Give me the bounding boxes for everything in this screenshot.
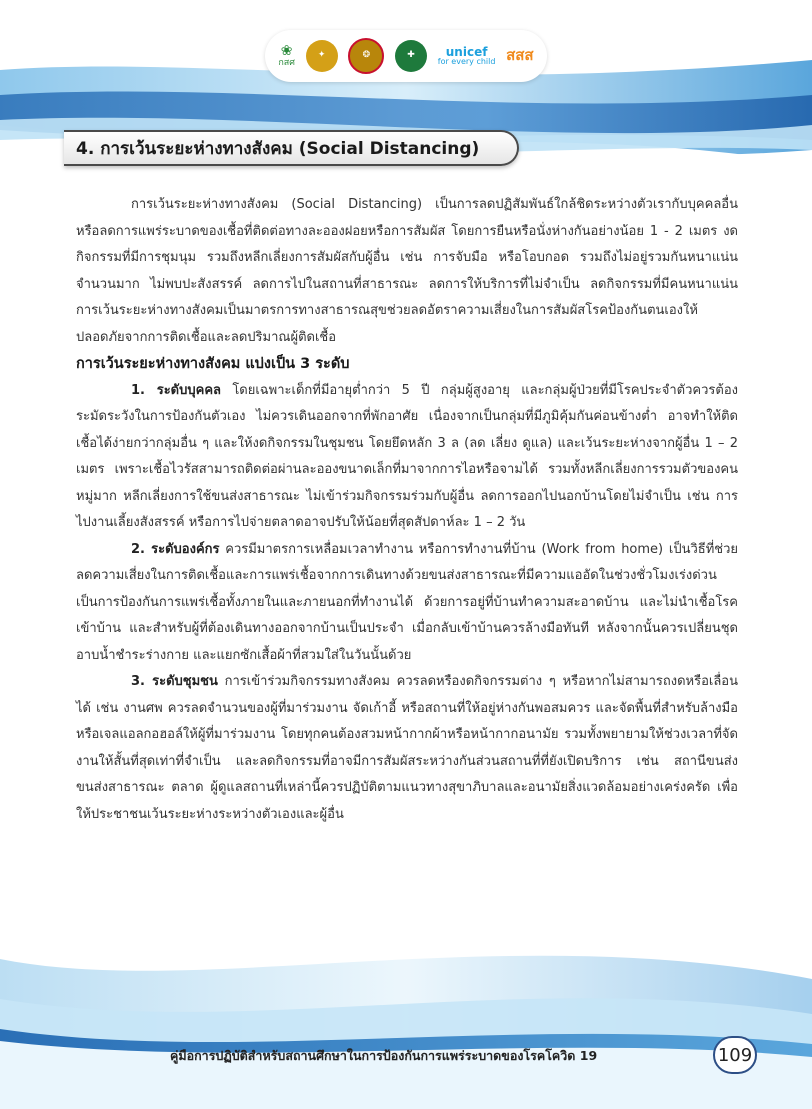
health-emblem-icon: ✚ (395, 40, 427, 72)
logo-label: unicef (445, 44, 488, 59)
logo-label: กสศ (278, 57, 295, 68)
level-3-text: การเข้าร่วมกิจกรรมทางสังคม ควรลดหรืองดกิจกรรมต่าง ๆ หรือหากไม่สามารถงดหรือเลื่อนได้ เช่น งานศพ ควรลดจำนวนของผู้ที่มาร่วมงาน จัดเก้าอี้ หรือสถานที่ให้อยู่ห่างกันพอสมควร และจัดพื้นที่สำหรับล้างมือหรือเจลแอลกอฮอล์ให้ผู้ที่มาร่วมงาน โดยทุกคนต้องสวมหน้ากากผ้าหรือหน้ากากอนามัย รวมทั้งพยายามให้ช่วงเวลาที่จัดงานให้สั้นที่สุดเท่าที่จำเป็น และลดกิจกรรมที่อาจมีการสัมผัสระหว่างกันส่วนสถานที่ที่ยังเปิดบริการ เช่น สถานีขนส่ง ขนส่งสาธารณะ ตลาด ผู้ดูแลสถานที่เหล่านี้ควรปฏิบัติตามแนวทางสุขาภิบาลและอนามัยสิ่งแวดล้อมอย่างเคร่งครัด เพื่อให้ประชาชนเว้นระยะห่างระหว่างตัวเองและผู้อื่น (76, 674, 738, 822)
level-2-text: ควรมีมาตรการเหลื่อมเวลาทำงาน หรือการทำงานที่บ้าน (Work from home) เป็นวิธีที่ช่วยลดความเสี่ยงในการติดเชื้อและการแพร่เชื้อจากการเดินทางด้วยขนส่งสาธารณะที่มีความแออัดในช่วงชั่วโมงเร่งด่วน เป็นการป้องกันการแพร่เชื้อทั้งภายในและภายนอกที่ทำงานได้ ด้วยการอยู่ที่บ้านทำความสะอาดบ้าน และไม่นำเชื้อโรคเข้าบ้าน และสำหรับผู้ที่ต้องเดินทางออกจากบ้านเป็นประจำ เมื่อกลับเข้าบ้านควรล้างมือทันที หลังจากนั้นควรเปลี่ยนชุดอาบน้ำชำระร่างกาย และแยกซักเสื้อผ้าที่สวมใส่ในวันนั้นด้วย (76, 541, 739, 663)
leaf-icon: ❀ (280, 42, 293, 59)
level-1-paragraph (76, 378, 738, 537)
level-3-paragraph (76, 669, 738, 828)
ministry-education-emblem (306, 40, 338, 72)
intro-paragraph: การเว้นระยะห่างทางสังคม (Social Distancing) เป็นการลดปฏิสัมพันธ์ใกล้ชิดระหว่างตัวเรากับบุคคลอื่น หรือลดการแพร่ระบาดของเชื้อที่ติดต่อทางละอองฝอยหรือการสัมผัส โดยการยืนหรือนั่งห่างกันอย่างน้อย 1 - 2 เมตร งดกิจกรรมที่มีการชุมนุม รวมถึงหลีกเลี่ยงการสัมผัสกับผู้อื่น เช่น การจับมือ หรือโอบกอด รวมถึงไม่อยู่รวมกันหนาแน่นจำนวนมาก ไม่พบปะสังสรรค์ ลดการไปในสถานที่สาธารณะ ลดการให้บริการที่ไม่จำเป็น ลดกิจกรรมที่มีคนหนาแน่น การเว้นระยะห่างทางสังคมเป็นมาตรการทางสาธารณสุขช่วยลดอัตราความเสี่ยงในการสัมผัสโรคป้องกันตนเองให้ปลอดภัยจากการติดเชื้อและลดปริมาณผู้ติดเชื้อ (76, 197, 738, 345)
levels-heading: การเว้นระยะห่างทางสังคม แบ่งเป็น 3 ระดับ (76, 356, 350, 372)
partner-logo-bar (265, 30, 547, 82)
main-content (76, 192, 738, 828)
level-1-text: โดยเฉพาะเด็กที่มีอายุต่ำกว่า 5 ปี กลุ่มผู้สูงอายุ และกลุ่มผู้ป่วยที่มีโรคประจำตัวควรต้องระมัดระวังในการป้องกันตัวเอง ไม่ควรเดินออกจากที่พักอาศัย เนื่องจากเป็นกลุ่มที่มีภูมิคุ้มกันค่อนข้างต่ำ อาจทำให้ติดเชื้อได้ง่ายกว่ากลุ่มอื่น ๆ และให้งดกิจกรรมในชุมชน โดยยึดหลัก 3 ล (ลด เลี่ยง ดูแล) และเว้นระยะห่างจากผู้อื่น 1 – 2 เมตร เพราะเชื้อไวรัสสามารถติดต่อผ่านละอองขนาดเล็กที่มาจากการไอหรือจามได้ รวมทั้งหลีกเลี่ยงการรวมตัวของคนหมู่มาก หลีกเลี่ยงการใช้ขนส่งสาธารณะ ไม่เข้าร่วมกิจกรรมร่วมกับผู้อื่น ลดการออกไปนอกบ้านโดยไม่จำเป็น เช่น การไปงานเลี้ยงสังสรรค์ หรือการไปจ่ายตลาดอาจปรับให้น้อยที่สุดสัปดาห์ละ 1 – 2 วัน (76, 382, 738, 530)
unicef-logo (438, 46, 496, 67)
page-number: 109 (713, 1036, 757, 1074)
level-1-label: 1. ระดับบุคคล (131, 382, 221, 398)
seal-icon: ❂ (348, 38, 384, 74)
level-3-label: 3. ระดับชุมชน (131, 674, 218, 689)
emblem-icon: ✦ (306, 40, 338, 72)
royal-emblem (348, 38, 384, 74)
thaihealth-logo (506, 48, 533, 64)
level-2-paragraph (76, 537, 738, 670)
level-2-label: 2. ระดับองค์กร (131, 541, 220, 557)
logo-label: สสส (506, 46, 534, 65)
section-title-banner (64, 130, 519, 166)
obec-logo (278, 44, 295, 68)
logo-sublabel: for every child (437, 57, 496, 67)
section-title: 4. การเว้นระยะห่างทางสังคม (Social Distancing) (76, 138, 480, 159)
ministry-public-health-emblem (395, 40, 427, 72)
footer-title: คู่มือการปฏิบัติสำหรับสถานศึกษาในการป้องกันการแพร่ระบาดของโรคโควิด 19 (170, 1048, 598, 1063)
